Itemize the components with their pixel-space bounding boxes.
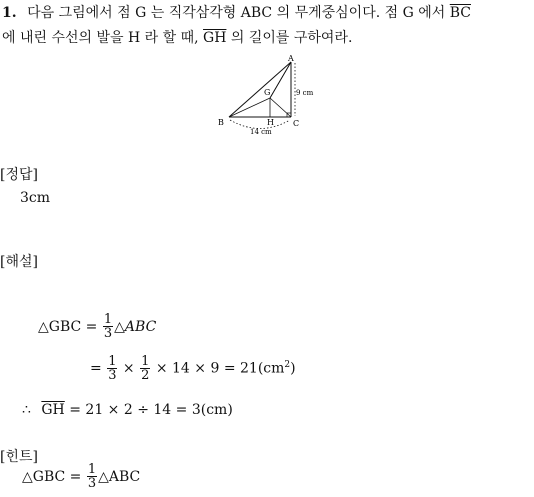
frac1-denominator: 3 [103, 326, 113, 341]
hint-frac-denominator: 3 [87, 476, 97, 491]
question-text-1: 다음 그림에서 점 G 는 직각삼각형 ABC 의 무게중심이다. 점 G 에서 [27, 5, 446, 21]
hint-fraction [87, 463, 97, 491]
eq2-close: ) [290, 360, 296, 377]
frac2-denominator: 3 [108, 367, 117, 383]
fraction-one-half [140, 355, 150, 383]
dim-bc-label: 14 cm [250, 128, 272, 136]
eq1-lhs: △GBC = [38, 319, 98, 335]
question-line-2 [2, 27, 352, 47]
conclusion-segment-gh: $\overline{GH}$ [41, 402, 65, 418]
eq1-triangle: △ [114, 319, 125, 335]
hint-heading: [힌트] [0, 449, 38, 465]
segment-bc: $\overline{BC}$ [449, 5, 471, 21]
conclusion-rest: = 21 × 2 ÷ 14 = 3(cm) [69, 402, 233, 418]
question-text-3: 의 길이를 구하여라. [230, 30, 353, 46]
hint-lhs: △GBC = [22, 469, 82, 485]
label-c: C [293, 119, 300, 128]
eq2-rest: × 14 × 9 = 21(cm [155, 360, 285, 377]
label-h: H [267, 118, 274, 127]
question-line-1 [2, 2, 471, 22]
segment-ag-top [270, 62, 291, 98]
answer-heading: [정답] [0, 167, 38, 183]
dim-ac-label: 9 cm [296, 89, 314, 97]
fraction-one-third-2 [107, 355, 117, 383]
conclusion-line [22, 402, 233, 418]
eq2-superscript: 2 [284, 360, 291, 370]
frac3-numerator: 1 [141, 353, 150, 369]
triangle-figure [210, 55, 320, 137]
equation-line-2 [90, 350, 296, 384]
question-text-2: 에 내린 수선의 발을 H 라 할 때, [2, 30, 199, 46]
fraction-one-third-1 [103, 313, 113, 341]
eq2-times: × [122, 360, 135, 377]
eq1-rhs: ABC [124, 319, 157, 335]
frac3-denominator: 2 [141, 367, 150, 383]
explanation-heading: [해설] [0, 254, 38, 270]
label-b: B [218, 118, 224, 127]
frac2-numerator: 1 [108, 353, 117, 369]
equation-line-1 [38, 312, 156, 342]
hint-frac-numerator: 1 [87, 462, 97, 477]
therefore-symbol: ∴ [22, 402, 31, 418]
label-a: A [288, 55, 294, 63]
answer-value: 3cm [20, 190, 51, 206]
segment-gc [270, 98, 291, 117]
eq2-equals: = [90, 360, 102, 377]
segment-gh: $\overline{GH}$ [203, 30, 227, 46]
question-number: 1. [2, 5, 17, 21]
segment-bg [229, 98, 270, 117]
hint-equation [22, 462, 140, 492]
hint-rhs: △ABC [98, 469, 141, 485]
frac1-numerator: 1 [103, 312, 113, 327]
label-g: G [264, 88, 271, 97]
